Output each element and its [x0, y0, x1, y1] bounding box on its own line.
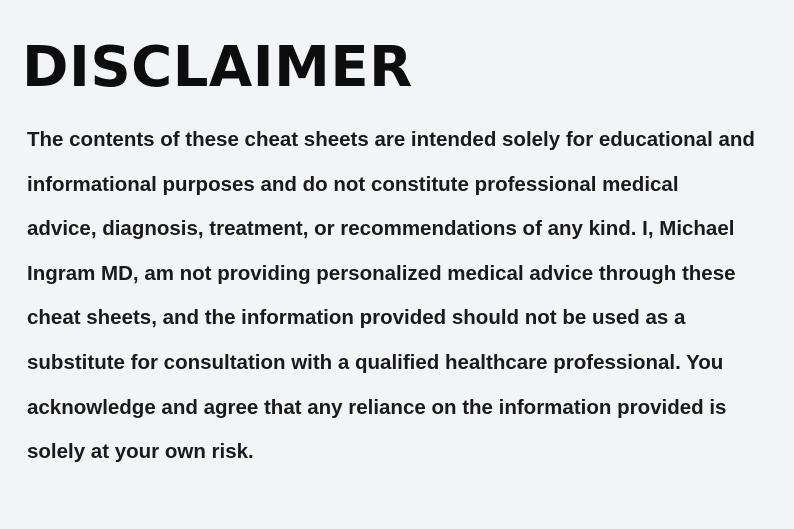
- paragraph-line: advice, diagnosis, treatment, or recommendations of any kind. I, Michael: [27, 217, 735, 241]
- paragraph-line: solely at your own risk.: [27, 440, 254, 464]
- paragraph-line: informational purposes and do not constitute professional medical: [27, 172, 679, 196]
- paragraph-line: The contents of these cheat sheets are intended solely for educational and: [27, 128, 755, 151]
- paragraph-line: substitute for consultation with a qualified healthcare professional. You: [27, 350, 724, 374]
- paragraph-line: cheat sheets, and the information provided should not be used as a: [27, 306, 686, 330]
- paragraph-line: acknowledge and agree that any reliance on the information provided is: [27, 395, 727, 419]
- paragraph-line: Ingram MD, am not providing personalized medical advice through these: [27, 261, 736, 285]
- page-title: DISCLAIMER: [22, 35, 413, 100]
- disclaimer-paragraph: [27, 118, 787, 475]
